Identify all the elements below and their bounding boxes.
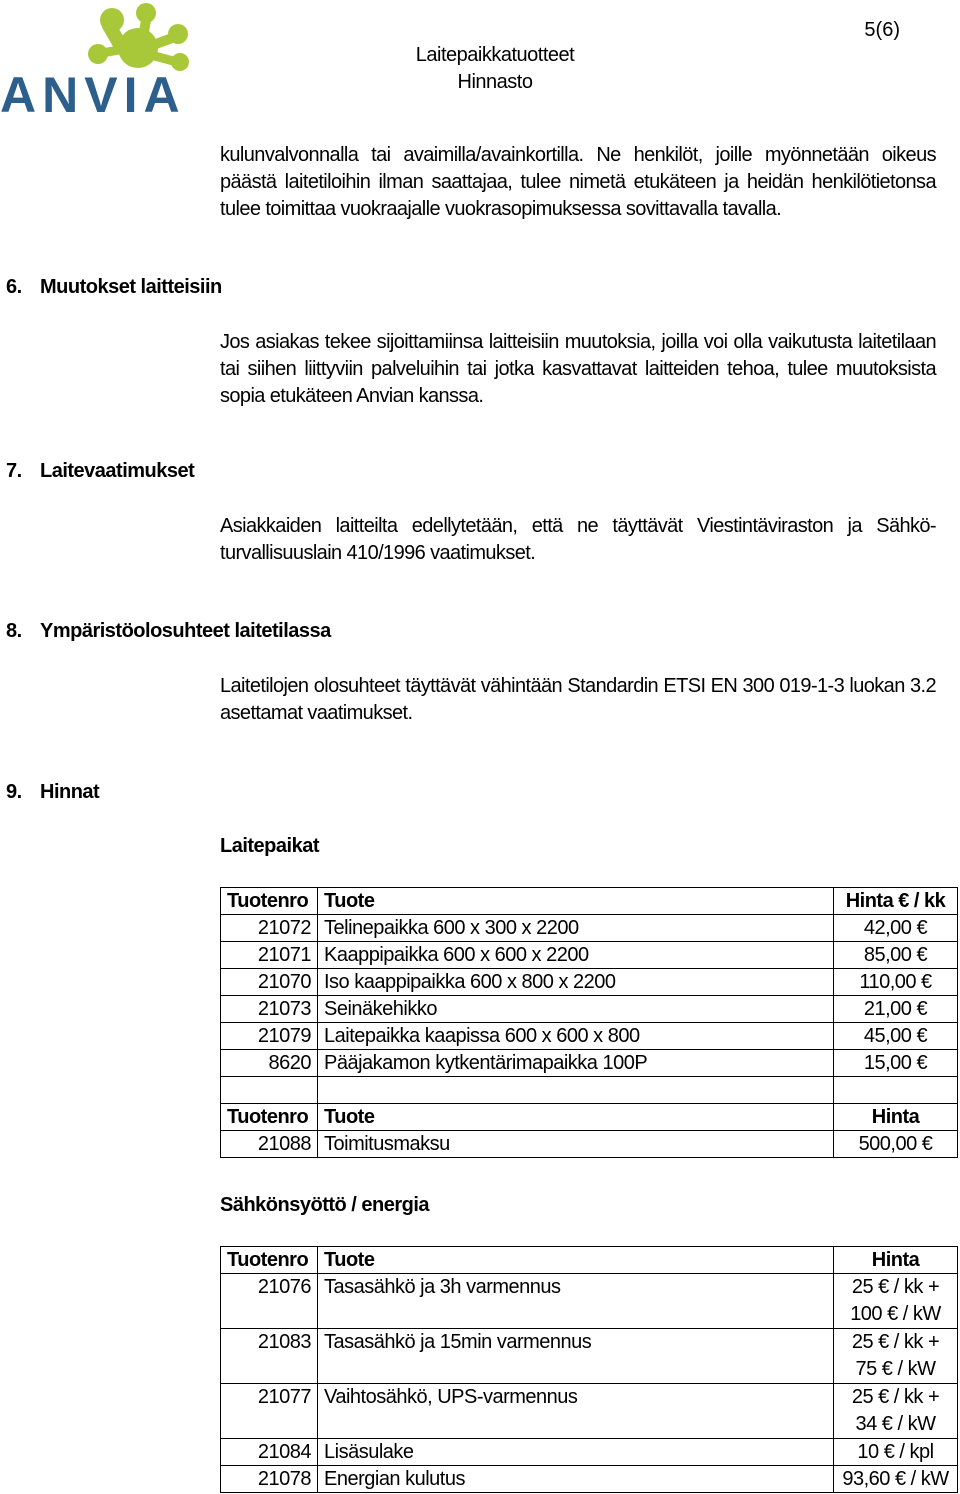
product-name: Vaihtosähkö, UPS-varmennus (318, 1384, 834, 1439)
doc-title: Laitepaikkatuotteet (415, 44, 575, 66)
product-name: Iso kaappipaikka 600 x 800 x 2200 (318, 969, 834, 996)
product-price (834, 1384, 958, 1439)
section-number: 8. (6, 620, 22, 642)
table-row (221, 1466, 958, 1493)
product-price: 93,60 € / kW (834, 1466, 958, 1493)
table-row (221, 1131, 958, 1158)
page-number: 5(6) (864, 19, 900, 41)
section-6-heading (6, 276, 222, 299)
laitepaikat-heading: Laitepaikat (220, 835, 319, 857)
column-header-price: Hinta (834, 1247, 958, 1274)
empty-cell (318, 1077, 834, 1104)
product-code: 21076 (221, 1274, 318, 1329)
column-header-code: Tuotenro (221, 1247, 318, 1274)
price-line-1: 25 € / kk + (851, 1276, 940, 1298)
column-header-price: Hinta (834, 1104, 958, 1131)
product-code: 21088 (221, 1131, 318, 1158)
section-title: Laitevaatimukset (40, 460, 195, 482)
table-row (221, 942, 958, 969)
product-name: Laitepaikka kaapissa 600 x 600 x 800 (318, 1023, 834, 1050)
table-row (221, 1050, 958, 1077)
product-code: 21071 (221, 942, 318, 969)
energia-heading: Sähkönsyöttö / energia (220, 1194, 430, 1216)
product-code: 21072 (221, 915, 318, 942)
laitepaikat-price-table (220, 887, 958, 1158)
price-line-2: 75 € / kW (855, 1358, 936, 1380)
product-name: Pääjakamon kytkentärimapaikka 100P (318, 1050, 834, 1077)
product-code: 21084 (221, 1439, 318, 1466)
column-header-product: Tuote (318, 1104, 834, 1131)
product-price: 500,00 € (834, 1131, 958, 1158)
section-8-heading (6, 620, 331, 643)
column-header-product: Tuote (318, 888, 834, 915)
anvia-logo (0, 0, 200, 120)
empty-cell (834, 1077, 958, 1104)
product-name: Tasasähkö ja 15min varmennus (318, 1329, 834, 1384)
table-spacer-row (221, 1077, 958, 1104)
product-price: 85,00 € (834, 942, 958, 969)
product-code: 21078 (221, 1466, 318, 1493)
product-name: Kaappipaikka 600 x 600 x 2200 (318, 942, 834, 969)
section-title: Hinnat (40, 781, 100, 803)
product-price: 45,00 € (834, 1023, 958, 1050)
product-code: 21070 (221, 969, 318, 996)
table-row (221, 996, 958, 1023)
product-code: 21073 (221, 996, 318, 1023)
table-row (221, 1439, 958, 1466)
table-header-row (221, 888, 958, 915)
section-7-heading (6, 460, 194, 483)
section-9-heading (6, 781, 99, 804)
section-number: 7. (6, 460, 22, 482)
price-line-1: 25 € / kk + (851, 1386, 940, 1408)
product-code: 21083 (221, 1329, 318, 1384)
product-price: 42,00 € (834, 915, 958, 942)
doc-subtitle: Hinnasto (457, 71, 533, 93)
product-name: Seinäkehikko (318, 996, 834, 1023)
product-name: Telinepaikka 600 x 300 x 2200 (318, 915, 834, 942)
section-number: 9. (6, 781, 22, 803)
table-row (221, 1329, 958, 1384)
price-line-2: 34 € / kW (855, 1413, 936, 1435)
product-price: 110,00 € (834, 969, 958, 996)
product-code: 21079 (221, 1023, 318, 1050)
product-name: Toimitusmaksu (318, 1131, 834, 1158)
frog-mark-icon (88, 3, 189, 71)
section-8-paragraph: Laitetilojen olosuhteet täyttävät vähintään Standardin ETSI EN 300 019-1-3 luokan 3.2 asettamat vaatimukset. (220, 675, 936, 724)
column-header-code: Tuotenro (221, 1104, 318, 1131)
column-header-code: Tuotenro (221, 888, 318, 915)
column-header-price: Hinta € / kk (834, 888, 958, 915)
price-line-2: 100 € / kW (850, 1303, 941, 1325)
table-row (221, 915, 958, 942)
logo-wordmark: ANVIA (0, 67, 186, 120)
price-line-1: 25 € / kk + (851, 1331, 940, 1353)
product-price: 21,00 € (834, 996, 958, 1023)
table-header-row (221, 1104, 958, 1131)
table-row (221, 969, 958, 996)
product-name: Energian kulutus (318, 1466, 834, 1493)
table-row (221, 1274, 958, 1329)
product-price (834, 1274, 958, 1329)
section-title: Ympäristöolosuhteet laitetilassa (40, 620, 331, 642)
product-code: 21077 (221, 1384, 318, 1439)
product-name: Lisäsulake (318, 1439, 834, 1466)
intro-paragraph: kulunvalvonnalla tai avaimilla/avainkortilla. Ne henkilöt, joille myönnetään oikeus päästä laitetiloihin ilman saattajaa, tulee nimetä etukäteen ja heidän henkilötietonsa tulee toimittaa vuokraajalle vuokrasopimuksessa sovittavalla tavalla. (220, 144, 936, 220)
table-header-row (221, 1247, 958, 1274)
table-row (221, 1023, 958, 1050)
column-header-product: Tuote (318, 1247, 834, 1274)
table-row (221, 1384, 958, 1439)
product-price (834, 1329, 958, 1384)
product-price: 10 € / kpl (834, 1439, 958, 1466)
energia-price-table (220, 1246, 958, 1493)
section-number: 6. (6, 276, 22, 298)
section-7-paragraph: Asiakkaiden laitteilta edellytetään, että ne täyttävät Viestintäviraston ja Sähkö-turvallisuuslain 410/1996 vaatimukset. (220, 515, 936, 564)
section-6-paragraph: Jos asiakas tekee sijoittamiinsa laitteisiin muutoksia, joilla voi olla vaikutusta laitetilaan tai siihen liittyviin palveluihin tai jotka kasvattavat laitteiden tehoa, tulee muutoksista sopia etukäteen Anvian kanssa. (220, 331, 936, 407)
product-price: 15,00 € (834, 1050, 958, 1077)
product-code: 8620 (221, 1050, 318, 1077)
section-title: Muutokset laitteisiin (40, 276, 222, 298)
empty-cell (221, 1077, 318, 1104)
product-name: Tasasähkö ja 3h varmennus (318, 1274, 834, 1329)
